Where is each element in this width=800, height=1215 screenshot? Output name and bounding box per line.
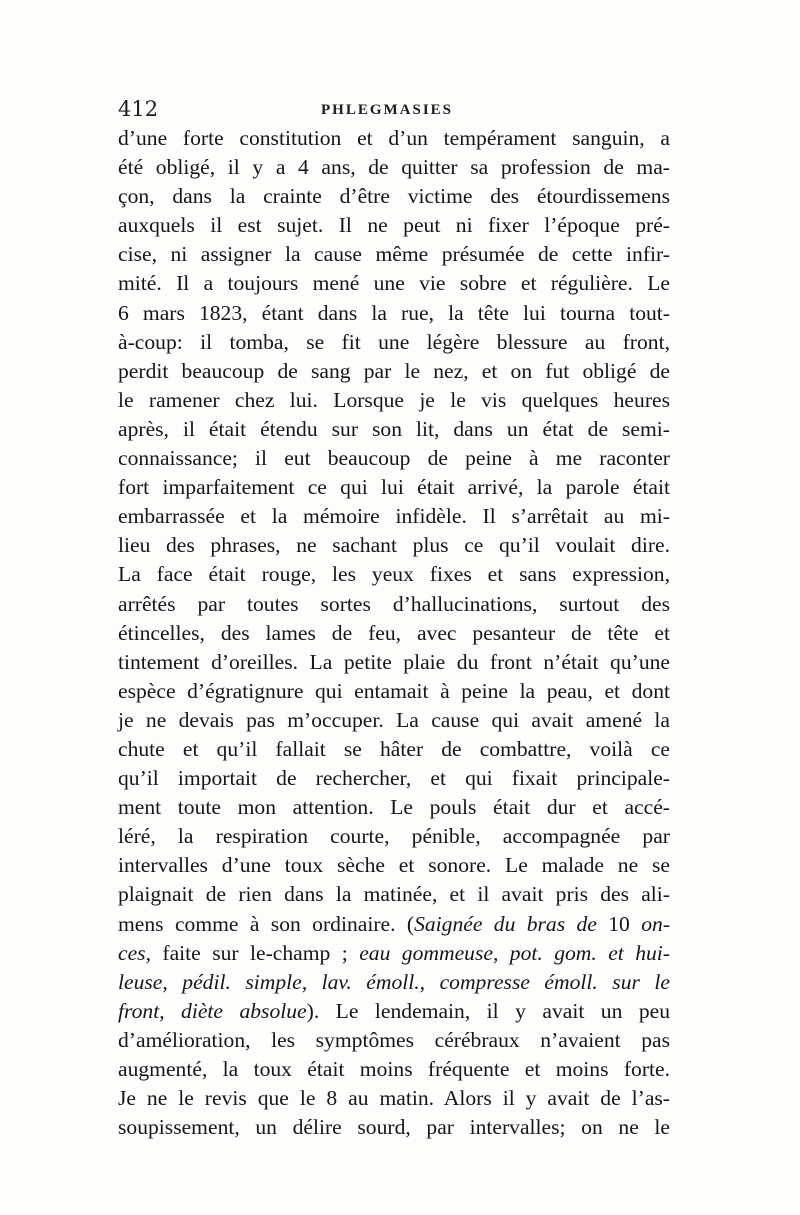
text-line: été obligé, il y a 4 ans, de quitter sa profession de ma- bbox=[118, 155, 670, 180]
text-line: arrêtés par toutes sortes d’hallucinations, surtout des bbox=[118, 591, 670, 616]
text-line: après, il était étendu sur son lit, dans un état de semi- bbox=[118, 416, 670, 441]
text-line: augmenté, la toux était moins fréquente et moins forte. bbox=[118, 1057, 670, 1081]
text-run: 10 bbox=[596, 911, 642, 936]
text-line bbox=[118, 968, 670, 997]
text-line: intervalles d’une toux sèche et sonore. Le malade ne se bbox=[118, 853, 670, 878]
text-line: La face était rouge, les yeux fixes et sans expression, bbox=[118, 562, 670, 587]
text-line: le ramener chez lui. Lorsque je le vis quelques heures bbox=[118, 387, 670, 412]
text-line: chute et qu’il fallait se hâter de combattre, voilà ce bbox=[118, 736, 670, 761]
text-line: embarrassée et la mémoire infidèle. Il s’arrêtait au mi- bbox=[118, 504, 670, 529]
text-line: auxquels il est sujet. Il ne peut ni fixer l’époque pré- bbox=[118, 213, 670, 238]
page-header bbox=[118, 97, 678, 127]
text-run-italic: front, diète absolue bbox=[118, 998, 307, 1023]
body-text bbox=[118, 124, 670, 1142]
text-line: connaissance; il eut beaucoup de peine à me raconter bbox=[118, 446, 670, 471]
text-line: d’une forte constitution et d’un tempérament sanguin, a bbox=[118, 126, 670, 150]
page-number: 412 bbox=[118, 97, 159, 121]
text-line: tintement d’oreilles. La petite plaie du front n’était qu’une bbox=[118, 649, 670, 674]
text-line: çon, dans la crainte d’être victime des étourdissemens bbox=[118, 184, 670, 209]
text-line bbox=[118, 910, 670, 939]
text-line: léré, la respiration courte, pénible, accompagnée par bbox=[118, 824, 670, 849]
text-line: soupissement, un délire sourd, par intervalles; on ne le bbox=[118, 1115, 670, 1140]
text-line: plaignait de rien dans la matinée, et il avait pris des ali- bbox=[118, 882, 670, 907]
text-run-italic: Saignée du bras de bbox=[414, 911, 597, 936]
text-line: espèce d’égratignure qui entamait à peine la peau, et dont bbox=[118, 678, 670, 703]
text-line: qu’il importait de rechercher, et qui fixait principale- bbox=[118, 766, 670, 791]
text-line: étincelles, des lames de feu, avec pesanteur de tête et bbox=[118, 620, 670, 645]
text-line: d’amélioration, les symptômes cérébraux n’avaient pas bbox=[118, 1027, 670, 1052]
text-line bbox=[118, 939, 670, 968]
text-line: cise, ni assigner la cause même présumée de cette infir- bbox=[118, 242, 670, 267]
text-line: ment toute mon attention. Le pouls était dur et accé- bbox=[118, 795, 670, 820]
text-line: perdit beaucoup de sang par le nez, et on fut obligé de bbox=[118, 358, 670, 383]
text-run: faite sur le-champ ; bbox=[150, 940, 360, 965]
text-run-italic: on- bbox=[641, 911, 671, 936]
text-line: à-coup: il tomba, se fit une légère blessure au front, bbox=[118, 329, 670, 354]
text-line: je ne devais pas m’occuper. La cause qui avait amené la bbox=[118, 707, 670, 732]
text-run-italic: eau gommeuse, pot. gom. et hui- bbox=[359, 940, 671, 965]
text-run-italic: ces, bbox=[118, 940, 151, 965]
text-line: Je ne le revis que le 8 au matin. Alors il y avait de l’as- bbox=[118, 1086, 670, 1111]
text-line: mité. Il a toujours mené une vie sobre et régulière. Le bbox=[118, 271, 670, 296]
text-run: ). Le lendemain, il y avait un peu bbox=[306, 998, 671, 1023]
text-run: mens comme à son ordinaire. ( bbox=[118, 911, 415, 936]
text-run-italic: leuse, pédil. simple, lav. émoll., compresse émoll. sur le bbox=[118, 969, 670, 994]
text-line: fort imparfaitement ce qui lui était arrivé, la parole était bbox=[118, 475, 670, 500]
text-line: 6 mars 1823, étant dans la rue, la tête lui tourna tout- bbox=[118, 300, 670, 325]
text-line: lieu des phrases, ne sachant plus ce qu’il voulait dire. bbox=[118, 533, 670, 558]
text-line bbox=[118, 997, 670, 1026]
running-head: PHLEGMASIES bbox=[321, 102, 454, 118]
